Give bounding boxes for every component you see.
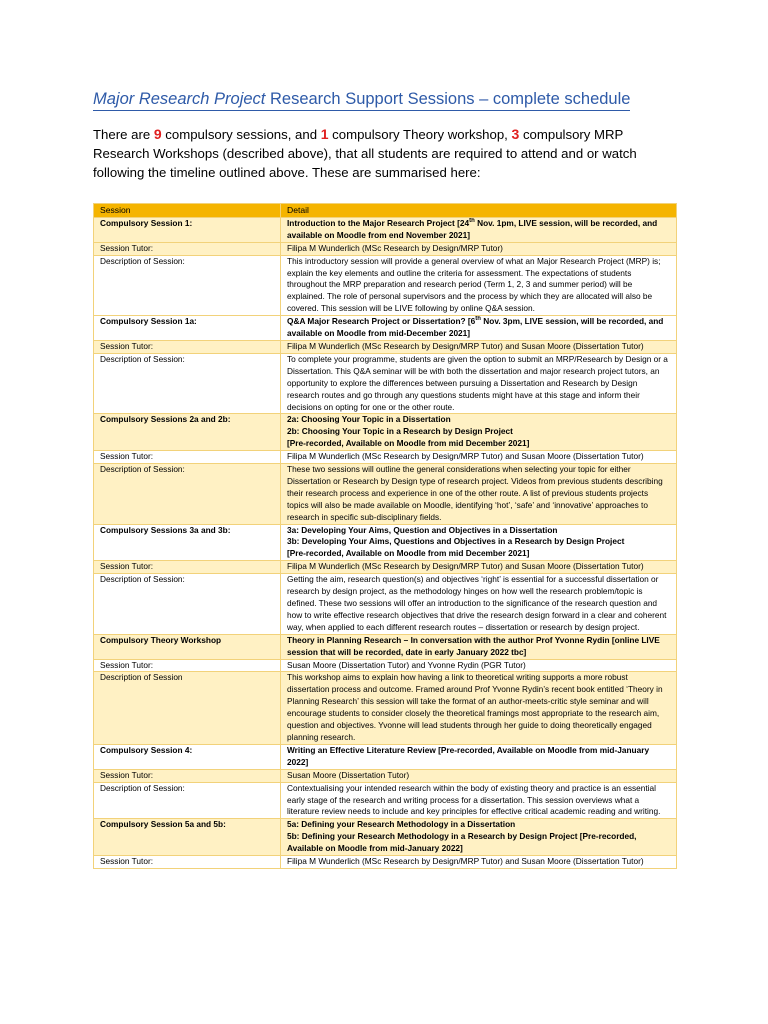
- tutor-label: Session Tutor:: [94, 769, 281, 782]
- ordinal-suffix: th: [475, 316, 481, 323]
- column-header-session: Session: [94, 204, 281, 218]
- description-label: Description of Session:: [94, 574, 281, 635]
- description-value: To complete your programme, students are given the option to submit an MRP/Research by Design or a Dissertation. This Q&A seminar will be with both the dissertation and major research project tutors, an opportunity to explore the differences between pursuing a Dissertation and Research by Design research routes and go through any questions students might have at this stage and inform their decisions on opting for one or the other route.: [281, 353, 677, 414]
- tutor-label: Session Tutor:: [94, 561, 281, 574]
- session-title-text: Introduction to the Major Research Project [24: [287, 217, 470, 228]
- session-title: [281, 414, 677, 451]
- tutor-value: Filipa M Wunderlich (MSc Research by Design/MRP Tutor) and Susan Moore (Dissertation Tutor): [281, 856, 677, 869]
- page-title: [93, 90, 630, 111]
- session-label: Compulsory Session 1:: [94, 217, 281, 242]
- table-row: [94, 316, 677, 341]
- session-label: Compulsory Session 4:: [94, 744, 281, 769]
- session-title-text: Q&A Major Research Project or Dissertation? [6: [287, 316, 476, 327]
- session-label: Compulsory Theory Workshop: [94, 634, 281, 659]
- ordinal-suffix: th: [469, 218, 475, 225]
- session-title-line: [Pre-recorded, Available on Moodle from mid December 2021]: [287, 438, 530, 449]
- table-row: [94, 744, 677, 769]
- intro-paragraph: [93, 125, 683, 182]
- table-row: [94, 561, 677, 574]
- table-row: [94, 464, 677, 525]
- table-row: [94, 856, 677, 869]
- session-title-text: Nov. 3pm, LIVE session, will be recorded, and available on Moodle from mid-December 2021]: [287, 316, 664, 339]
- session-label: Compulsory Sessions 2a and 2b:: [94, 414, 281, 451]
- session-title: Theory in Planning Research – In conversation with the author Prof Yvonne Rydin [online LIVE session that will be recorded, date in early January 2022 tbc]: [281, 634, 677, 659]
- tutor-label: Session Tutor:: [94, 856, 281, 869]
- tutor-label: Session Tutor:: [94, 340, 281, 353]
- table-row: [94, 217, 677, 242]
- tutor-label: Session Tutor:: [94, 242, 281, 255]
- table-row: [94, 574, 677, 635]
- session-title-line: 3b: Developing Your Aims, Questions and Objectives in a Research by Design Project: [287, 536, 625, 547]
- description-value: This introductory session will provide a general overview of what an Major Research Project (MRP) is; explain the key elements and outline the criteria for assessment. The expectations of students throughout the MRP preparation and research period (Term 1, 2, 3 and summer period) will be explained. The role of personal supervisors and the process by which they are allocated will also be covered. This session will be LIVE following by online Q&A session.: [281, 255, 677, 316]
- column-header-detail: Detail: [281, 204, 677, 218]
- table-row: [94, 782, 677, 819]
- tutor-label: Session Tutor:: [94, 659, 281, 672]
- page-title-rest: Research Support Sessions – complete schedule: [265, 90, 631, 108]
- tutor-value: Filipa M Wunderlich (MSc Research by Design/MRP Tutor) and Susan Moore (Dissertation Tutor): [281, 340, 677, 353]
- session-title: [281, 819, 677, 856]
- session-title-line: [Pre-recorded, Available on Moodle from mid December 2021]: [287, 548, 530, 559]
- session-title-line: 2b: Choosing Your Topic in a Research by Design Project: [287, 426, 513, 437]
- session-title-line: 5b: Defining your Research Methodology in a Research by Design Project [Pre-recorded, Available on Moodle from mid-January 2022]: [287, 831, 637, 854]
- session-title-line: 2a: Choosing Your Topic in a Dissertation: [287, 414, 451, 425]
- session-label: Compulsory Session 1a:: [94, 316, 281, 341]
- description-value: Contextualising your intended research within the body of existing theory and practice is an essential early stage of the research and writing process for a dissertation. This session overviews what a literature review needs to include and key principles for effective critical academic reading and writing.: [281, 782, 677, 819]
- table-row: [94, 672, 677, 744]
- table-header-row: [94, 204, 677, 218]
- description-value: This workshop aims to explain how having a link to theoretical writing supports a more robust dissertation process and outcome. Framed around Prof Yvonne Rydin’s recent book entitled ‘Theory in Planning Research’ this session will take the format of an author-meets-critic style seminar and will encourage students to consider closely the theoretical framings most appropriate to the research aim, question and objectives. Yvonne will lead students through her guide to doing theoretically engaged planning research.: [281, 672, 677, 744]
- description-value: These two sessions will outline the general considerations when selecting your topic for either Dissertation or Research by Design type of research project. Videos from previous students describing their research process and experience in one of the other route. A list of previous students projects topics will also be made available on Moodle, identifying ‘hot’, ‘safe’ and ‘innovative’ approaches to research in specific sub-disciplinary fields.: [281, 464, 677, 525]
- intro-text: compulsory MRP Research Workshops (described above), that all students are required to attend and or watch following the timeline outlined above. These are summarised here:: [93, 127, 637, 180]
- schedule-table: [93, 203, 677, 869]
- session-title: Writing an Effective Literature Review [Pre-recorded, Available on Moodle from mid-January 2022]: [281, 744, 677, 769]
- session-title-line: 5a: Defining your Research Methodology in a Dissertation: [287, 819, 516, 830]
- table-row: [94, 242, 677, 255]
- mrp-workshop-count: 3: [511, 126, 520, 142]
- tutor-value: Filipa M Wunderlich (MSc Research by Design/MRP Tutor): [281, 242, 677, 255]
- session-title: [281, 524, 677, 561]
- intro-text: compulsory sessions, and: [161, 127, 321, 142]
- description-label: Description of Session:: [94, 782, 281, 819]
- table-row: [94, 414, 677, 451]
- description-value: Getting the aim, research question(s) and objectives ‘right’ is essential for a successful dissertation or research by design project, as the methodology hinges on how well the research problem/topic is defined. These two sessions will offer an introduction to the significance of the research question and how to write effective research objectives that drive the research design forward in a clear and coherent way, when applied to each different research routes – dissertation or research by design project.: [281, 574, 677, 635]
- tutor-value: Susan Moore (Dissertation Tutor) and Yvonne Rydin (PGR Tutor): [281, 659, 677, 672]
- table-row: [94, 769, 677, 782]
- workshop-count: 1: [320, 126, 329, 142]
- tutor-value: Filipa M Wunderlich (MSc Research by Design/MRP Tutor) and Susan Moore (Dissertation Tutor): [281, 561, 677, 574]
- intro-text: compulsory Theory workshop,: [328, 127, 512, 142]
- description-label: Description of Session:: [94, 255, 281, 316]
- table-row: [94, 659, 677, 672]
- table-row: [94, 340, 677, 353]
- description-label: Description of Session:: [94, 353, 281, 414]
- session-label: Compulsory Session 5a and 5b:: [94, 819, 281, 856]
- session-title-line: 3a: Developing Your Aims, Question and Objectives in a Dissertation: [287, 524, 558, 535]
- session-count: 9: [153, 126, 162, 142]
- tutor-value: Filipa M Wunderlich (MSc Research by Design/MRP Tutor) and Susan Moore (Dissertation Tutor): [281, 451, 677, 464]
- table-row: [94, 451, 677, 464]
- session-title: [281, 217, 677, 242]
- session-label: Compulsory Sessions 3a and 3b:: [94, 524, 281, 561]
- tutor-label: Session Tutor:: [94, 451, 281, 464]
- intro-text: There are: [93, 127, 154, 142]
- table-row: [94, 255, 677, 316]
- table-row: [94, 353, 677, 414]
- table-row: [94, 634, 677, 659]
- session-title: [281, 316, 677, 341]
- table-row: [94, 819, 677, 856]
- description-label: Description of Session:: [94, 464, 281, 525]
- tutor-value: Susan Moore (Dissertation Tutor): [281, 769, 677, 782]
- table-row: [94, 524, 677, 561]
- session-title-text: Nov. 1pm, LIVE session, will be recorded, and available on Moodle from end November 2021]: [287, 217, 658, 240]
- page-title-italic: Major Research Project: [93, 90, 266, 108]
- description-label: Description of Session: [94, 672, 281, 744]
